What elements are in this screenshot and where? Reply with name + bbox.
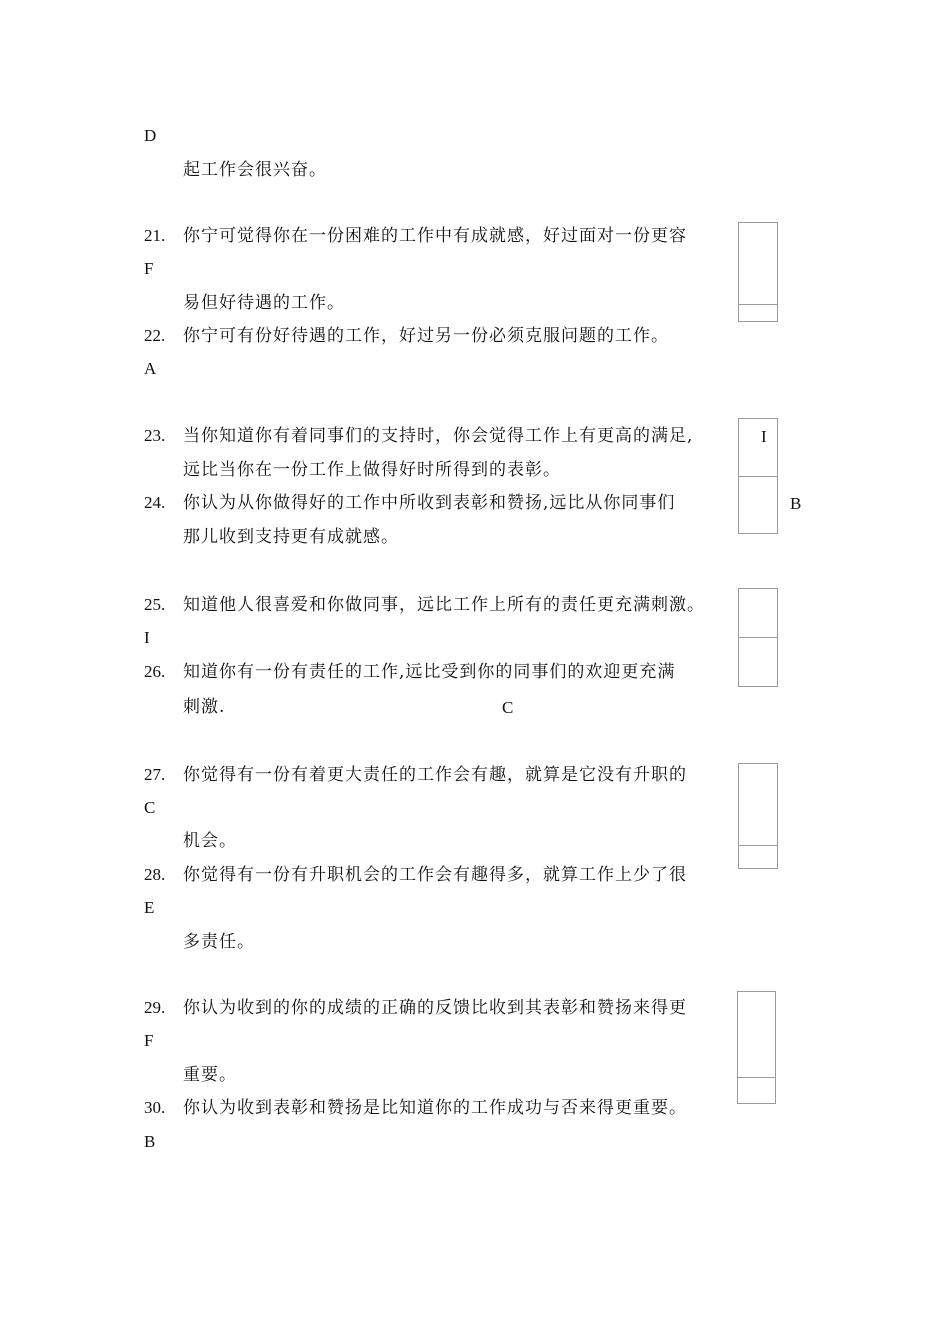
question-text: 多责任。 [183, 932, 255, 952]
question-text: 远比当你在一份工作上做得好时所得到的表彰。 [183, 460, 561, 480]
answer-letter: D [144, 126, 157, 145]
question-number: 28. [144, 865, 166, 884]
question-number: 29. [144, 998, 166, 1017]
question-number: 26. [144, 662, 166, 681]
score-box[interactable] [738, 763, 778, 869]
score-box-divider [737, 1077, 776, 1078]
question-text: 机会。 [183, 831, 237, 851]
question-text: 重要。 [183, 1065, 237, 1085]
question-number: 30. [144, 1098, 166, 1117]
answer-letter: C [144, 798, 156, 817]
answer-letter: A [144, 359, 157, 378]
question-text: 你认为收到的你的成绩的正确的反馈比收到其表彰和赞扬来得更 [183, 998, 687, 1018]
question-number: 23. [144, 426, 166, 445]
question-number: 24. [144, 493, 166, 512]
question-number: 21. [144, 226, 166, 245]
question-text: 知道他人很喜爱和你做同事，远比工作上所有的责任更充满刺激。 [183, 595, 705, 615]
answer-letter: F [144, 259, 154, 278]
question-text: 易但好待遇的工作。 [183, 293, 345, 313]
question-text: 起工作会很兴奋。 [183, 160, 327, 180]
score-box[interactable] [738, 222, 778, 322]
answer-letter: E [144, 898, 155, 917]
question-text: 你觉得有一份有着更大责任的工作会有趣，就算是它没有升职的 [183, 765, 687, 785]
answer-letter: C [502, 698, 514, 717]
score-box[interactable] [737, 991, 776, 1104]
question-number: 22. [144, 326, 166, 345]
answer-letter: B [144, 1132, 156, 1151]
question-text: 你宁可有份好待遇的工作，好过另一份必须克服问题的工作。 [183, 326, 669, 346]
answer-letter: B [790, 494, 802, 513]
question-text: 你宁可觉得你在一份困难的工作中有成就感，好过面对一份更容 [183, 226, 687, 246]
answer-letter: F [144, 1031, 154, 1050]
score-box-divider [738, 845, 778, 846]
score-box-divider [738, 476, 778, 477]
score-box-divider [738, 637, 778, 638]
score-box-divider [738, 304, 778, 305]
question-text: 你认为收到表彰和赞扬是比知道你的工作成功与否来得更重要。 [183, 1098, 687, 1118]
question-text: 那儿收到支持更有成就感。 [183, 527, 399, 547]
answer-letter: I [761, 427, 767, 446]
question-text: 你觉得有一份有升职机会的工作会有趣得多，就算工作上少了很 [183, 865, 687, 885]
question-number: 25. [144, 595, 166, 614]
answer-letter: I [144, 628, 150, 647]
question-text: 知道你有一份有责任的工作,远比受到你的同事们的欢迎更充满 [183, 662, 676, 682]
question-number: 27. [144, 765, 166, 784]
question-text: 当你知道你有着同事们的支持时，你会觉得工作上有更高的满足, [183, 426, 694, 446]
question-text: 刺激. [183, 697, 226, 717]
question-text: 你认为从你做得好的工作中所收到表彰和赞扬,远比从你同事们 [183, 493, 676, 513]
